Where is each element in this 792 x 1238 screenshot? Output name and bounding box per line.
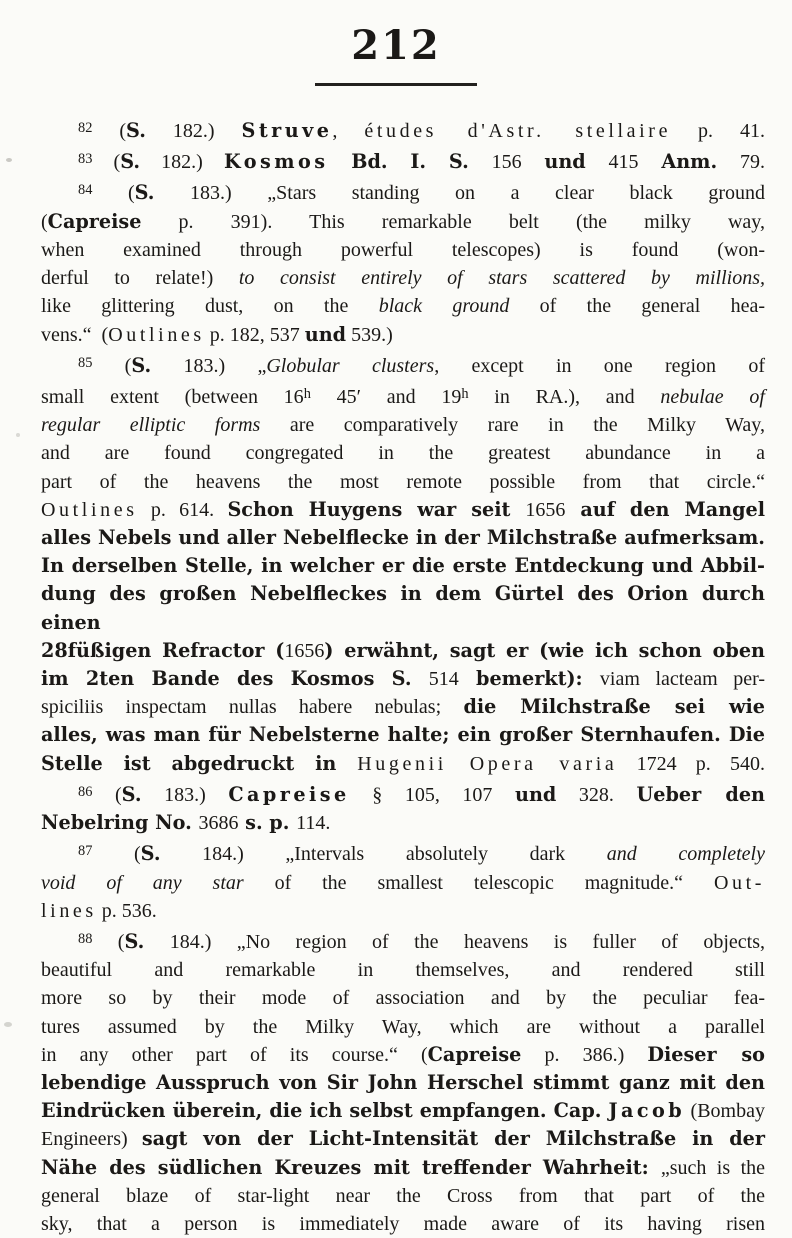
text-segment: p. 386.) [521, 1043, 648, 1066]
text-line [41, 721, 765, 749]
text-segment: Kosmos [223, 150, 329, 174]
text-line [41, 236, 765, 264]
text-segment: Eindrücken überein, die ich selbst empfangen. Cap. [41, 1099, 609, 1123]
text-segment: ( [92, 151, 121, 174]
text-segment: when examined through powerful telescopes) is found (won- [41, 238, 765, 261]
text-line [41, 208, 765, 236]
text-segment: of the general hea- [509, 295, 765, 318]
text-segment: S. [131, 353, 152, 377]
text-segment: 1656 [525, 498, 566, 521]
text-segment: 182.) [145, 120, 242, 143]
text-line [41, 693, 765, 721]
text-line [41, 750, 765, 778]
header-rule [315, 83, 477, 86]
text-segment: Outlines [108, 323, 205, 346]
text-segment: are comparatively rare in the Milky Way, [260, 414, 765, 437]
text-segment: lebendige Ausspruch von Sir John Herschel stimmt ganz mit den [41, 1070, 765, 1094]
text-segment: vens.“ ( [41, 323, 109, 346]
text-segment: p. 182, 537 [204, 323, 305, 346]
text-segment: Schon Huygens war seit [227, 497, 526, 521]
text-segment: ( [41, 210, 48, 233]
scan-artifact [6, 158, 12, 162]
text-segment: Ueber den [636, 782, 766, 806]
text-segment: p. 536. [96, 899, 157, 922]
text-line [41, 1182, 765, 1210]
text-line [41, 925, 765, 956]
text-segment: ) erwähnt, sagt er (wie ich schon oben [324, 638, 766, 662]
text-segment: Bd. I. S. [328, 150, 492, 174]
text-segment: beautiful and remarkable in themselves, and rendered still [41, 959, 765, 982]
text-segment: ( [92, 120, 127, 143]
text-line [41, 264, 765, 292]
text-line [41, 837, 765, 868]
text-line [41, 778, 765, 809]
text-segment: s. p. [238, 811, 297, 835]
text-line [41, 809, 765, 837]
text-segment: p. 391). This remarkable belt (the milky way, [141, 210, 765, 233]
superscript-text: 83 [78, 151, 93, 168]
text-segment: Engineers) [41, 1128, 142, 1151]
text-segment: 514 [428, 668, 459, 691]
text-segment: ( [92, 843, 141, 866]
text-segment: alles, was man für Nebelsterne halte; ein großer Sternhaufen. Die [41, 723, 765, 747]
superscript-text: 84 [78, 182, 93, 199]
text-segment: Globular clusters [266, 354, 435, 377]
text-segment: to consist entirely of stars scattered by millions, [238, 267, 765, 290]
text-segment: (Bombay [685, 1100, 765, 1123]
text-line [41, 1069, 765, 1097]
text-segment: Capreise [427, 1042, 522, 1066]
text-segment: like glittering dust, on the [41, 295, 379, 318]
text-segment: S. [120, 150, 141, 174]
scan-artifact [4, 1022, 12, 1027]
text-line [41, 869, 765, 897]
text-segment: alles Nebels und aller Nebelflecke in der Milchstraße aufmerksam. [41, 526, 765, 549]
text-line [41, 114, 765, 145]
superscript-text: 88 [78, 930, 93, 947]
text-segment: Outlines [41, 498, 138, 521]
text-segment: 183.) [141, 783, 229, 806]
text-segment: Hugenii Opera varia [357, 752, 618, 775]
text-segment: 183.) „Stars standing on a clear black ground [154, 182, 765, 205]
text-segment: ( [92, 354, 132, 377]
text-segment: spiciliis inspectam nullas habere nebulas; [41, 696, 464, 719]
text-segment: Stelle ist abgedruckt in [41, 751, 358, 775]
text-line [41, 665, 765, 693]
text-line [41, 897, 765, 925]
scan-artifact [16, 433, 20, 437]
text-line [41, 349, 765, 380]
text-segment: , except in one region of [434, 354, 766, 377]
text-segment: and completely [606, 843, 765, 866]
text-segment: die Milchstraße sei wie [463, 695, 765, 719]
text-segment: und [521, 150, 609, 174]
text-line [41, 439, 765, 467]
text-segment: regular elliptic forms [41, 414, 261, 437]
text-line [41, 321, 765, 349]
text-segment: 28füßigen Refractor ( [41, 638, 285, 662]
text-line [41, 524, 765, 552]
text-line [41, 956, 765, 984]
text-line [41, 580, 765, 636]
text-segment: 184.) „Intervals absolutely dark [160, 843, 607, 866]
text-segment: 1724 p. 540. [617, 752, 765, 775]
text-segment: in RA.), and [468, 385, 661, 408]
text-segment: nebulae of [660, 385, 765, 408]
text-segment: Anm. [638, 150, 740, 174]
text-segment: Capreise [47, 209, 142, 233]
superscript-text: h [303, 385, 311, 402]
text-line [41, 1210, 765, 1238]
text-segment: and are found congregated in the greatest abundance in a [41, 442, 765, 465]
text-segment: ( [92, 182, 135, 205]
text-line [41, 411, 765, 439]
text-segment: im 2ten Bande des Kosmos S. [41, 667, 429, 691]
text-segment: études d'Astr. stellaire [364, 120, 672, 143]
text-segment: S. [121, 782, 142, 806]
text-segment: 1656 [284, 639, 325, 662]
text-segment: in any other part of its course.“ ( [41, 1043, 428, 1066]
text-segment: Struve [241, 119, 333, 143]
text-segment: 182.) [140, 151, 224, 174]
text-segment: auf den Mangel [565, 497, 765, 521]
text-segment: Jacob [608, 1099, 686, 1123]
text-segment: 183.) „ [151, 354, 267, 377]
text-segment: lines [41, 899, 97, 922]
text-line [41, 292, 765, 320]
text-line [41, 1154, 765, 1182]
text-line [41, 496, 765, 524]
text-segment: und [304, 322, 347, 346]
text-segment: und [515, 782, 557, 806]
superscript-text: 87 [78, 843, 93, 860]
text-segment: general blaze of star-light near the Cross from that part of the [41, 1184, 765, 1207]
text-segment: Capreise [228, 782, 350, 806]
text-segment: Nähe des südlichen Kreuzes mit treffender Wahrheit: [41, 1155, 661, 1179]
superscript-text: 86 [78, 783, 93, 800]
text-segment: In derselben Stelle, in welcher er die erste Entdeckung und Abbil- [41, 554, 765, 578]
text-line [41, 1097, 765, 1125]
superscript-text: h [461, 385, 469, 402]
text-segment: S. [140, 842, 161, 866]
text-segment: 3686 [198, 812, 239, 835]
text-line [41, 1125, 765, 1153]
text-line [41, 380, 765, 411]
text-line [41, 176, 765, 207]
text-line [41, 552, 765, 580]
text-segment: black ground [378, 295, 510, 318]
text-segment: S. [124, 929, 145, 953]
text-segment: tures assumed by the Milky Way, which are without a parallel [41, 1015, 765, 1038]
text-segment: 415 [608, 151, 639, 174]
text-segment: void of any star [41, 871, 244, 894]
text-segment: more so by their mode of association and by the peculiar fea- [41, 987, 765, 1010]
text-line [41, 984, 765, 1012]
text-segment: viam lacteam per- [599, 668, 766, 691]
text-segment: „such is the [660, 1156, 765, 1179]
text-segment: , [332, 120, 365, 143]
page-number: 212 [351, 22, 441, 69]
text-segment: sky, that a person is immediately made aware of its having risen [41, 1212, 765, 1235]
text-segment: § 105, 107 [349, 783, 516, 806]
text-segment: 539.) [346, 323, 393, 346]
text-line [41, 145, 765, 176]
text-line [41, 1013, 765, 1041]
text-segment: p. 41. [671, 120, 765, 143]
text-segment: Out- [713, 871, 765, 894]
text-segment: bemerkt): [458, 667, 600, 691]
superscript-text: 85 [78, 354, 93, 371]
text-line [41, 637, 765, 665]
text-segment: Nebelring No. [41, 811, 199, 835]
text-line [41, 1041, 765, 1069]
text-segment: ( [92, 930, 125, 953]
text-segment: dung des großen Nebelfleckes in dem Gürtel des Orion durch einen [41, 582, 765, 634]
superscript-text: 82 [78, 120, 93, 136]
text-segment: 79. [739, 151, 765, 174]
text-segment: 156 [491, 151, 522, 174]
text-segment: of the smallest telescopic magnitude.“ [243, 871, 714, 894]
text-segment: p. 614. [137, 498, 228, 521]
text-segment: 45′ and 19 [310, 385, 462, 408]
text-segment: derful to relate!) [41, 267, 239, 290]
text-segment: Dieser so [647, 1042, 765, 1066]
text-segment: 114. [296, 812, 331, 835]
text-segment: S. [134, 181, 155, 205]
text-segment: sagt von der Licht-Intensität der Milchstraße in der [141, 1127, 765, 1151]
text-line [41, 468, 765, 496]
text-segment: ( [92, 783, 122, 806]
text-segment: small extent (between 16 [41, 385, 304, 408]
text-block [41, 114, 765, 1238]
text-segment: part of the heavens the most remote possible from that circle.“ [41, 470, 765, 493]
text-segment: 184.) „No region of the heavens is fuller of objects, [144, 930, 765, 953]
text-segment: 328. [556, 783, 637, 806]
text-segment: S. [126, 119, 146, 143]
